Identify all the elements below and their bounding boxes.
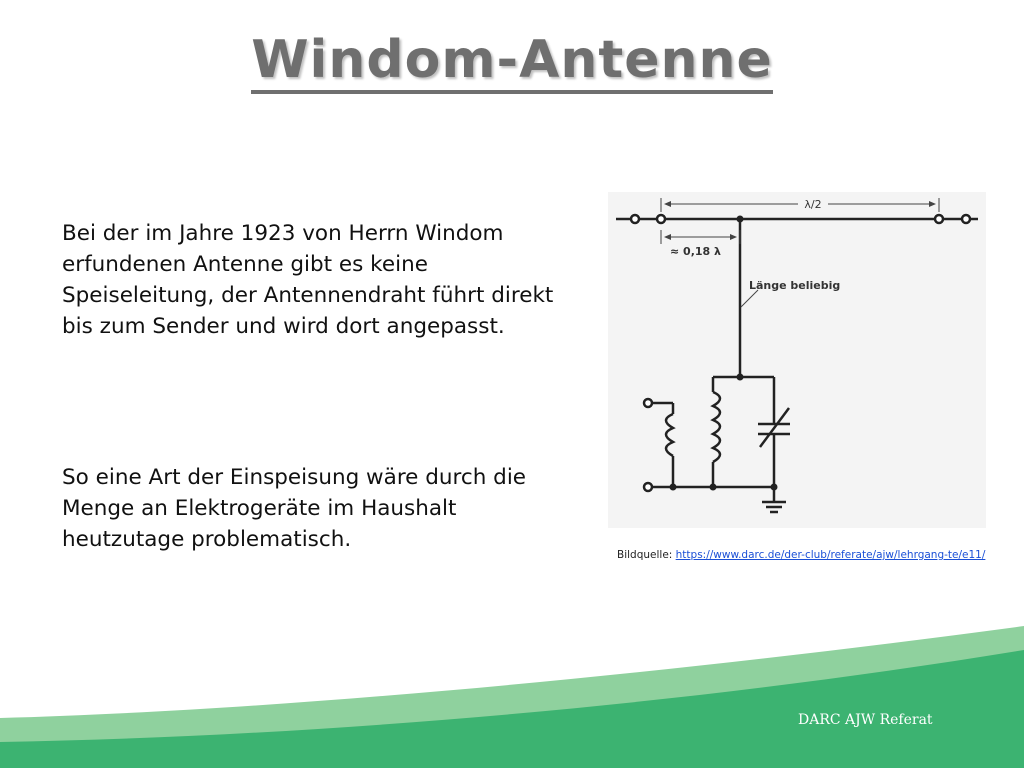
antenna-diagram-svg <box>608 192 986 528</box>
offset-label: ≈ 0,18 λ <box>670 245 721 258</box>
slide-title-text: Windom-Antenne <box>251 30 773 94</box>
decorative-wave <box>0 600 1024 768</box>
source-link[interactable]: https://www.darc.de/der-club/referate/ajw/lehrgang-te/e11/ <box>675 549 986 561</box>
paragraph-feed-note: So eine Art der Einspeisung wäre durch die Menge an Elektrogeräte im Haushalt heutzutage problematisch. <box>62 465 527 552</box>
half-wave-label: λ/2 <box>804 198 822 211</box>
antenna-diagram <box>608 192 986 528</box>
paragraph-intro: Bei der im Jahre 1923 von Herrn Windom erfundenen Antenne gibt es keine Speiseleitung, der Antennendraht führt direkt bis zum Sender und wird dort angepasst. <box>62 221 554 339</box>
caption-prefix: Bildquelle: <box>617 549 676 561</box>
length-label: Länge beliebig <box>749 279 841 292</box>
slide-title <box>0 30 1024 90</box>
footer-text: DARC AJW Referat <box>798 712 933 728</box>
image-source-caption <box>617 549 985 561</box>
